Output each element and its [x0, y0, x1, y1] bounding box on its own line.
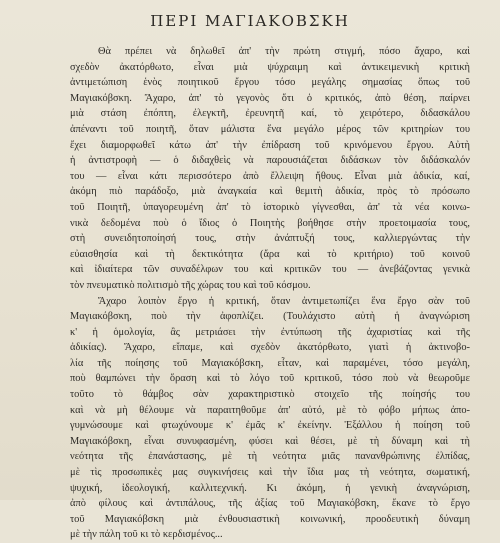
text-line: ἔχει διαμορφωθεῖ κάτω ἀπ' τὴν ἐπίδραση τοῦ κρινόμενου ἔργου. Αὐτὴ — [70, 139, 470, 151]
text-line: ποὺ θαμπώνει τὴν ὅραση καὶ τὸ λόγο τοῦ κριτικοῦ, τόσο ποὺ νὰ θεωροῦμε — [70, 373, 470, 385]
text-line: λία τῆς ποίησης τοῦ Μαγιακόβσκη, εἶταν, καὶ παραμένει, τόσο μεγάλη, — [70, 357, 470, 369]
text-line: καὶ ἰδιαίτερα τῶν συναδέλφων του καὶ κριτικῶν του — ἀνεβάζοντας γενικὰ — [70, 264, 470, 276]
text-line: τοῦ Ποιητῆ, ὑπαγορευμένη ἀπ' τὸ ἱστορικὸ γίγνεσθαι, ἀπ' τὰ νέα κοινω- — [70, 201, 470, 213]
text-line: τὸν πνευματικὸ πολιτισμὸ τῆς χώρας του καὶ τοῦ κόσμου. — [70, 279, 311, 291]
text-line: μὲ τὶς προσωπικὲς μας συγκινήσεις καὶ τὴν ἴδια μας τὴ νεότητα, σωματική, — [70, 467, 470, 479]
text-line: σχεδὸν ἀκατόρθωτο, εἶναι μιὰ ψύχραιμη καὶ ἀντικειμενικὴ κριτικὴ — [70, 61, 470, 73]
text-line: τοῦτο τὸ θάμβος σὰν χαρακτηριστικὸ στοιχεῖο τῆς ποίησής του — [70, 389, 470, 401]
text-line: ἡ ἀντιστροφὴ — ὁ διδαχθεὶς νὰ παρουσιάζεται διδάσκων τὸν διδάσκαλόν — [70, 155, 470, 167]
body-text — [70, 44, 470, 543]
text-line: μιὰ στάση ἐπόπτη, ἐλεγκτῆ, ἐρευνητῆ καί, τὸ χειρότερο, διδασκάλου — [70, 108, 470, 120]
text-line: ἀκόμη πιὸ παράδοξο, μιὰ ἀναγκαία καὶ θεμιτὴ ἀδικία, πρὸς τὸ πρόσωπο — [70, 186, 470, 198]
text-line: καὶ νὰ μὴ θέλουμε νὰ παραιτηθοῦμε ἀπ' αὐτό, μὲ τὸ φόβο μήπως ἀπο- — [70, 404, 470, 416]
text-line: κ' ἡ ὁμολογία, ἂς μετριάσει τὴν ἐντύπωση τῆς ἀχαριστίας καὶ τῆς — [70, 326, 470, 338]
text-line: Ἄχαρο λοιπὸν ἔργο ἡ κριτική, ὅταν ἀντιμετωπίζει ἕνα ἔργο σὰν τοῦ — [98, 295, 470, 307]
text-line: Θὰ πρέπει νὰ δηλωθεῖ ἀπ' τὴν πρώτη στιγμή, πόσο ἄχαρο, καὶ — [98, 46, 470, 57]
text-line: τοῦ Μαγιακόβσκη μιὰ ἐνθουσιαστικὴ κοινωνική, προοδευτικὴ δύναμη — [70, 513, 470, 525]
text-line: Μαγιακόβσκη. Ἄχαρο, ἀπ' τὸ γεγονὸς ὅτι ὁ κριτικός, ἀπὸ θέση, παίρνει — [70, 92, 470, 104]
text-line: ἀπέναντι τοῦ ποιητῆ, ὅταν μάλιστα ἕνα μεγάλο μέρος τῶν κριτηρίων του — [70, 123, 470, 135]
text-line: μὲ τὴν πάλη τοῦ κι τὸ κερδισμένος... — [70, 529, 223, 541]
text-line: νικὰ δεδομένα ποὺ ὁ ἴδιος ὁ Ποιητὴς βοήθησε στὴν προετοιμασία τους, — [70, 217, 470, 229]
text-line: ἀντιμετώπιση ἑνὸς ποιητικοῦ ἔργου τόσο μεγάλης σημασίας ὅπως τοῦ — [70, 77, 470, 89]
text-line: νεότητα τῆς ἐπανάστασης, μὲ τὴ νεότητα μιᾶς πανανθρώπινης ἐλπίδας, — [70, 451, 470, 463]
text-line: του — εἶναι κάτι περισσότερο ἀπὸ ἔλλειψη ἤθους. Εἶναι μιὰ ἀδικία, καί, — [70, 170, 470, 182]
text-line: Μαγιακόβσκη, ποὺ τὴν ἀφοπλίζει. (Τουλάχιστο αὐτὴ ἡ ἀναγνώριση — [70, 311, 470, 323]
text-line: εὐαισθησία καὶ τὴ δεκτικότητα (ἄρα καὶ τὸ κριτήριο) τοῦ κοινοῦ — [70, 248, 470, 260]
text-line: Μαγιακόβσκη, εἶναι συνυφασμένη, φύσει καὶ θέσει, μὲ τὴ δύναμη καὶ τὴ — [70, 435, 470, 447]
text-line: στὴ συνειδητοποίησή τους, στὴν ἀνάπτυξή τους, καλλιεργώντας τὴν — [70, 233, 470, 245]
text-line: ψυχική, ἰδεολογική, καλλιτεχνική. Κι ἀκόμη, ἡ γενικὴ ἀναγνώριση, — [70, 482, 470, 494]
text-line: γυμνώσουμε καὶ φτωχύνουμε κ' ἐμᾶς κ' ἐκείνην. Ἐξάλλου ἡ ποίηση τοῦ — [70, 420, 470, 432]
page-title: ΠΕΡΙ ΜΑΓΙΑΚΟΒΣΚΗ — [150, 12, 350, 30]
text-line: ἀπὸ φίλους καὶ ἀντιπάλους, τῆς ἀξίας τοῦ Μαγιακόβσκη, ἔκανε τὸ ἔργο — [70, 498, 470, 510]
text-line: ἀδικίας). Ἄχαρο, εἴπαμε, καὶ σχεδὸν ἀκατόρθωτο, γιατὶ ἡ ἀκτινοβο- — [70, 342, 470, 354]
